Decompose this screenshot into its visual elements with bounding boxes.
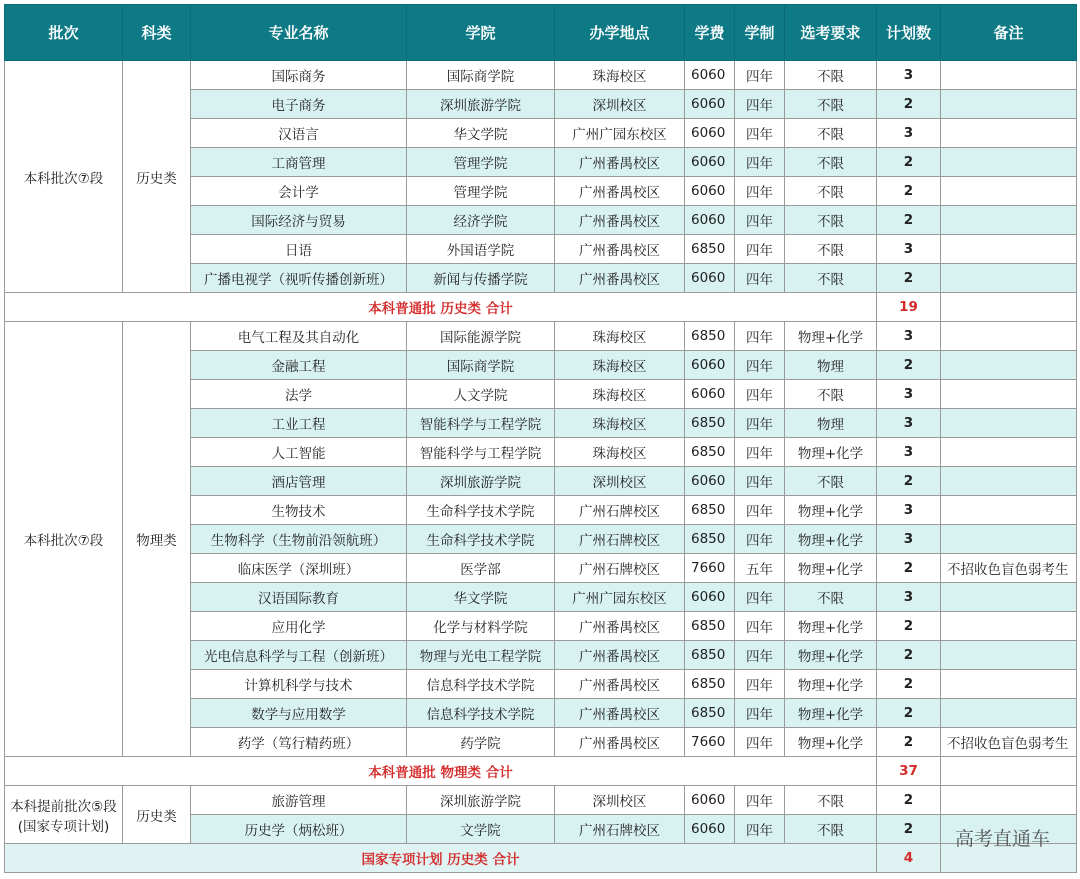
major-cell: 酒店管理 — [191, 467, 407, 496]
plan-count-cell: 3 — [877, 583, 941, 612]
subject-requirement-cell: 物理+化学 — [785, 496, 877, 525]
note-cell — [941, 177, 1077, 206]
plan-count-cell: 3 — [877, 438, 941, 467]
campus-cell: 珠海校区 — [555, 380, 685, 409]
major-cell: 汉语国际教育 — [191, 583, 407, 612]
subject-requirement-cell: 不限 — [785, 264, 877, 293]
major-cell: 生物科学（生物前沿领航班） — [191, 525, 407, 554]
fee-cell: 6850 — [685, 322, 735, 351]
duration-cell: 四年 — [735, 815, 785, 844]
college-cell: 医学部 — [407, 554, 555, 583]
campus-cell: 广州番禺校区 — [555, 177, 685, 206]
college-cell: 生命科学技术学院 — [407, 525, 555, 554]
plan-count-cell: 2 — [877, 815, 941, 844]
campus-cell: 广州番禺校区 — [555, 641, 685, 670]
note-cell — [941, 525, 1077, 554]
college-cell: 智能科学与工程学院 — [407, 409, 555, 438]
plan-count-cell: 2 — [877, 728, 941, 757]
plan-count-cell: 2 — [877, 467, 941, 496]
category-cell: 物理类 — [123, 322, 191, 757]
campus-cell: 广州番禺校区 — [555, 612, 685, 641]
duration-cell: 四年 — [735, 641, 785, 670]
college-cell: 新闻与传播学院 — [407, 264, 555, 293]
campus-cell: 深圳校区 — [555, 467, 685, 496]
note-cell — [941, 670, 1077, 699]
total-label: 国家专项计划 历史类 合计 — [5, 844, 877, 873]
note-cell — [941, 90, 1077, 119]
college-cell: 深圳旅游学院 — [407, 90, 555, 119]
campus-cell: 珠海校区 — [555, 351, 685, 380]
subject-requirement-cell: 物理+化学 — [785, 525, 877, 554]
campus-cell: 广州广园东校区 — [555, 583, 685, 612]
plan-count-cell: 3 — [877, 380, 941, 409]
plan-count-cell: 3 — [877, 496, 941, 525]
total-value: 37 — [877, 757, 941, 786]
plan-count-cell: 2 — [877, 699, 941, 728]
major-cell: 国际经济与贸易 — [191, 206, 407, 235]
table-row — [5, 322, 1077, 351]
plan-count-cell: 2 — [877, 351, 941, 380]
note-cell — [941, 438, 1077, 467]
plan-count-cell: 2 — [877, 148, 941, 177]
admission-plan-table — [4, 4, 1077, 873]
subject-requirement-cell: 不限 — [785, 467, 877, 496]
batch-cell: 本科批次⑦段 — [5, 322, 123, 757]
batch-cell: 本科批次⑦段 — [5, 61, 123, 293]
duration-cell: 四年 — [735, 351, 785, 380]
subject-requirement-cell: 不限 — [785, 177, 877, 206]
subject-requirement-cell: 物理 — [785, 351, 877, 380]
major-cell: 应用化学 — [191, 612, 407, 641]
watermark-text: 高考直通车 — [954, 828, 1050, 850]
note-cell — [941, 786, 1077, 815]
major-cell: 会计学 — [191, 177, 407, 206]
major-cell: 计算机科学与技术 — [191, 670, 407, 699]
college-cell: 信息科学技术学院 — [407, 699, 555, 728]
duration-cell: 四年 — [735, 90, 785, 119]
note-cell — [941, 380, 1077, 409]
campus-cell: 广州番禺校区 — [555, 235, 685, 264]
total-note-empty — [941, 293, 1077, 322]
fee-cell: 6060 — [685, 206, 735, 235]
fee-cell: 6060 — [685, 380, 735, 409]
college-cell: 国际能源学院 — [407, 322, 555, 351]
total-row — [5, 757, 1077, 786]
duration-cell: 四年 — [735, 728, 785, 757]
plan-count-cell: 2 — [877, 554, 941, 583]
header-cell: 专业名称 — [191, 5, 407, 61]
plan-count-cell: 2 — [877, 206, 941, 235]
campus-cell: 广州番禺校区 — [555, 148, 685, 177]
major-cell: 临床医学（深圳班） — [191, 554, 407, 583]
fee-cell: 6850 — [685, 235, 735, 264]
duration-cell: 四年 — [735, 264, 785, 293]
duration-cell: 四年 — [735, 496, 785, 525]
duration-cell: 四年 — [735, 612, 785, 641]
header-row — [5, 5, 1077, 61]
fee-cell: 6850 — [685, 670, 735, 699]
college-cell: 物理与光电工程学院 — [407, 641, 555, 670]
campus-cell: 广州番禺校区 — [555, 206, 685, 235]
campus-cell: 广州石牌校区 — [555, 496, 685, 525]
fee-cell: 6060 — [685, 61, 735, 90]
note-cell — [941, 409, 1077, 438]
subject-requirement-cell: 不限 — [785, 119, 877, 148]
total-label: 本科普通批 物理类 合计 — [5, 757, 877, 786]
campus-cell: 广州番禺校区 — [555, 264, 685, 293]
duration-cell: 四年 — [735, 525, 785, 554]
fee-cell: 6060 — [685, 467, 735, 496]
duration-cell: 四年 — [735, 177, 785, 206]
subject-requirement-cell: 物理+化学 — [785, 612, 877, 641]
note-cell — [941, 641, 1077, 670]
campus-cell: 广州番禺校区 — [555, 728, 685, 757]
college-cell: 华文学院 — [407, 119, 555, 148]
plan-count-cell: 2 — [877, 641, 941, 670]
fee-cell: 6060 — [685, 815, 735, 844]
batch-cell: 本科提前批次⑤段 (国家专项计划) — [5, 786, 123, 844]
plan-count-cell: 3 — [877, 322, 941, 351]
plan-count-cell: 3 — [877, 119, 941, 148]
header-cell: 学院 — [407, 5, 555, 61]
note-cell — [941, 496, 1077, 525]
subject-requirement-cell: 不限 — [785, 786, 877, 815]
header-cell: 办学地点 — [555, 5, 685, 61]
college-cell: 化学与材料学院 — [407, 612, 555, 641]
note-cell — [941, 61, 1077, 90]
subject-requirement-cell: 物理+化学 — [785, 438, 877, 467]
header-cell: 计划数 — [877, 5, 941, 61]
college-cell: 药学院 — [407, 728, 555, 757]
plan-count-cell: 2 — [877, 612, 941, 641]
plan-count-cell: 2 — [877, 670, 941, 699]
category-cell: 历史类 — [123, 61, 191, 293]
subject-requirement-cell: 物理+化学 — [785, 728, 877, 757]
fee-cell: 6850 — [685, 525, 735, 554]
college-cell: 外国语学院 — [407, 235, 555, 264]
campus-cell: 深圳校区 — [555, 90, 685, 119]
fee-cell: 6060 — [685, 583, 735, 612]
total-value: 4 — [877, 844, 941, 873]
major-cell: 工业工程 — [191, 409, 407, 438]
campus-cell: 广州广园东校区 — [555, 119, 685, 148]
total-note-empty — [941, 757, 1077, 786]
major-cell: 广播电视学（视听传播创新班） — [191, 264, 407, 293]
header-cell: 选考要求 — [785, 5, 877, 61]
college-cell: 管理学院 — [407, 177, 555, 206]
major-cell: 药学（笃行精药班） — [191, 728, 407, 757]
duration-cell: 四年 — [735, 119, 785, 148]
major-cell: 数学与应用数学 — [191, 699, 407, 728]
duration-cell: 四年 — [735, 148, 785, 177]
header-cell: 备注 — [941, 5, 1077, 61]
college-cell: 信息科学技术学院 — [407, 670, 555, 699]
fee-cell: 7660 — [685, 554, 735, 583]
plan-count-cell: 3 — [877, 525, 941, 554]
campus-cell: 珠海校区 — [555, 322, 685, 351]
duration-cell: 四年 — [735, 699, 785, 728]
note-cell — [941, 322, 1077, 351]
table-body — [5, 61, 1077, 873]
fee-cell: 7660 — [685, 728, 735, 757]
college-cell: 管理学院 — [407, 148, 555, 177]
note-cell — [941, 148, 1077, 177]
fee-cell: 6060 — [685, 786, 735, 815]
duration-cell: 四年 — [735, 206, 785, 235]
fee-cell: 6060 — [685, 90, 735, 119]
subject-requirement-cell: 物理+化学 — [785, 670, 877, 699]
note-cell — [941, 699, 1077, 728]
total-value: 19 — [877, 293, 941, 322]
major-cell: 工商管理 — [191, 148, 407, 177]
total-label: 本科普通批 历史类 合计 — [5, 293, 877, 322]
fee-cell: 6850 — [685, 699, 735, 728]
major-cell: 汉语言 — [191, 119, 407, 148]
subject-requirement-cell: 不限 — [785, 380, 877, 409]
fee-cell: 6060 — [685, 351, 735, 380]
major-cell: 日语 — [191, 235, 407, 264]
duration-cell: 四年 — [735, 380, 785, 409]
campus-cell: 广州石牌校区 — [555, 554, 685, 583]
subject-requirement-cell: 物理+化学 — [785, 322, 877, 351]
duration-cell: 五年 — [735, 554, 785, 583]
note-cell — [941, 235, 1077, 264]
major-cell: 法学 — [191, 380, 407, 409]
duration-cell: 四年 — [735, 467, 785, 496]
plan-count-cell: 2 — [877, 786, 941, 815]
note-cell: 不招收色盲色弱考生 — [941, 728, 1077, 757]
major-cell: 人工智能 — [191, 438, 407, 467]
note-cell — [941, 467, 1077, 496]
major-cell: 金融工程 — [191, 351, 407, 380]
total-row — [5, 844, 1077, 873]
category-cell: 历史类 — [123, 786, 191, 844]
total-row — [5, 293, 1077, 322]
duration-cell: 四年 — [735, 670, 785, 699]
fee-cell: 6060 — [685, 148, 735, 177]
plan-count-cell: 3 — [877, 409, 941, 438]
major-cell: 电子商务 — [191, 90, 407, 119]
duration-cell: 四年 — [735, 409, 785, 438]
fee-cell: 6850 — [685, 641, 735, 670]
subject-requirement-cell: 不限 — [785, 148, 877, 177]
fee-cell: 6850 — [685, 612, 735, 641]
duration-cell: 四年 — [735, 438, 785, 467]
plan-count-cell: 3 — [877, 61, 941, 90]
fee-cell: 6850 — [685, 409, 735, 438]
duration-cell: 四年 — [735, 583, 785, 612]
college-cell: 生命科学技术学院 — [407, 496, 555, 525]
plan-count-cell: 3 — [877, 235, 941, 264]
plan-count-cell: 2 — [877, 177, 941, 206]
subject-requirement-cell: 不限 — [785, 90, 877, 119]
plan-count-cell: 2 — [877, 90, 941, 119]
header-cell: 学制 — [735, 5, 785, 61]
campus-cell: 广州石牌校区 — [555, 815, 685, 844]
plan-count-cell: 2 — [877, 264, 941, 293]
table-row — [5, 786, 1077, 815]
duration-cell: 四年 — [735, 322, 785, 351]
major-cell: 国际商务 — [191, 61, 407, 90]
campus-cell: 珠海校区 — [555, 61, 685, 90]
college-cell: 文学院 — [407, 815, 555, 844]
major-cell: 旅游管理 — [191, 786, 407, 815]
major-cell: 历史学（炳松班） — [191, 815, 407, 844]
subject-requirement-cell: 物理+化学 — [785, 699, 877, 728]
major-cell: 电气工程及其自动化 — [191, 322, 407, 351]
header-cell: 学费 — [685, 5, 735, 61]
college-cell: 国际商学院 — [407, 351, 555, 380]
subject-requirement-cell: 物理 — [785, 409, 877, 438]
header-cell: 批次 — [5, 5, 123, 61]
fee-cell: 6060 — [685, 177, 735, 206]
college-cell: 人文学院 — [407, 380, 555, 409]
campus-cell: 广州石牌校区 — [555, 525, 685, 554]
college-cell: 经济学院 — [407, 206, 555, 235]
college-cell: 智能科学与工程学院 — [407, 438, 555, 467]
note-cell — [941, 612, 1077, 641]
fee-cell: 6060 — [685, 264, 735, 293]
college-cell: 国际商学院 — [407, 61, 555, 90]
note-cell: 不招收色盲色弱考生 — [941, 554, 1077, 583]
note-cell — [941, 351, 1077, 380]
note-cell — [941, 206, 1077, 235]
subject-requirement-cell: 不限 — [785, 583, 877, 612]
college-cell: 深圳旅游学院 — [407, 467, 555, 496]
campus-cell: 广州番禺校区 — [555, 699, 685, 728]
major-cell: 光电信息科学与工程（创新班） — [191, 641, 407, 670]
note-cell — [941, 583, 1077, 612]
college-cell: 华文学院 — [407, 583, 555, 612]
campus-cell: 深圳校区 — [555, 786, 685, 815]
subject-requirement-cell: 物理+化学 — [785, 641, 877, 670]
fee-cell: 6060 — [685, 119, 735, 148]
college-cell: 深圳旅游学院 — [407, 786, 555, 815]
fee-cell: 6850 — [685, 438, 735, 467]
campus-cell: 珠海校区 — [555, 438, 685, 467]
duration-cell: 四年 — [735, 235, 785, 264]
subject-requirement-cell: 不限 — [785, 206, 877, 235]
header-cell: 科类 — [123, 5, 191, 61]
subject-requirement-cell: 不限 — [785, 235, 877, 264]
campus-cell: 珠海校区 — [555, 409, 685, 438]
subject-requirement-cell: 不限 — [785, 815, 877, 844]
duration-cell: 四年 — [735, 61, 785, 90]
major-cell: 生物技术 — [191, 496, 407, 525]
table-row — [5, 61, 1077, 90]
fee-cell: 6850 — [685, 496, 735, 525]
note-cell — [941, 119, 1077, 148]
subject-requirement-cell: 物理+化学 — [785, 554, 877, 583]
duration-cell: 四年 — [735, 786, 785, 815]
campus-cell: 广州番禺校区 — [555, 670, 685, 699]
note-cell — [941, 264, 1077, 293]
subject-requirement-cell: 不限 — [785, 61, 877, 90]
